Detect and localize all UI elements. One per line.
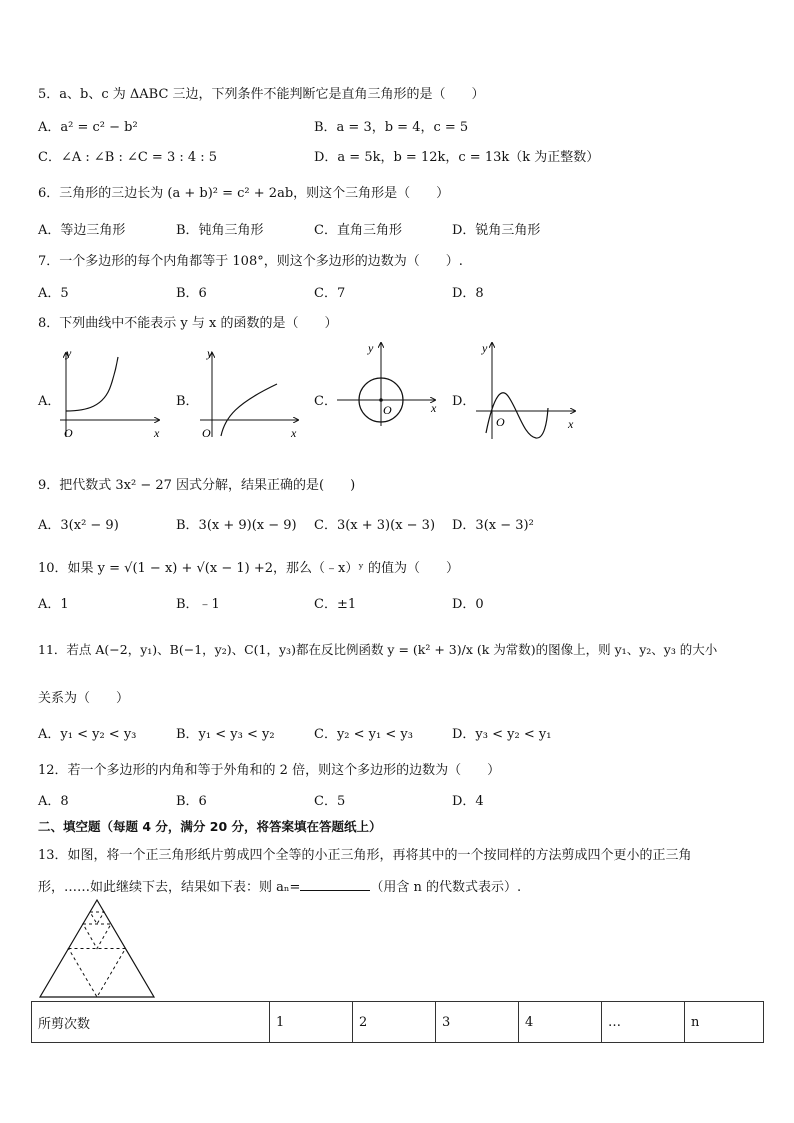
q5-option-b[interactable]: B．a = 3，b = 4，c = 5 (314, 120, 469, 135)
q9-option-d[interactable]: D．3(x − 3)² (452, 518, 534, 533)
center-dot (379, 398, 383, 402)
q7-option-b[interactable]: B．6 (176, 286, 207, 301)
q10-option-b[interactable]: B．﹣1 (176, 597, 220, 612)
table-cell: 4 (519, 1002, 602, 1043)
q12-option-b[interactable]: B．6 (176, 794, 207, 809)
question-7-options (38, 282, 768, 300)
curve (66, 357, 118, 411)
origin-label: O (496, 415, 505, 429)
x-label: x (154, 426, 160, 440)
y-label: y (482, 341, 488, 355)
question-10-stem: 10．如果 y = √(1 − x) + √(x − 1) +2，那么（﹣x）ʸ 的值为（ ） (38, 561, 459, 576)
graph-d (472, 338, 582, 443)
q6-option-d[interactable]: D．锐角三角形 (452, 223, 541, 238)
q9-option-b[interactable]: B．3(x + 9)(x − 9) (176, 518, 297, 533)
graph-c (333, 338, 448, 430)
q5-option-d[interactable]: D．a = 5k，b = 12k，c = 13k（k 为正整数） (314, 150, 600, 165)
question-8-stem: 8．下列曲线中不能表示 y 与 x 的函数的是（ ） (38, 316, 338, 331)
q8-option-c-label[interactable]: C． (314, 394, 337, 409)
origin-label: O (64, 426, 73, 440)
q7-option-c[interactable]: C．7 (314, 286, 346, 301)
table-header-cell: 所剪次数 (32, 1002, 270, 1043)
q5-option-a[interactable]: A．a² = c² − b² (38, 120, 138, 135)
answer-blank[interactable] (300, 878, 370, 891)
x-label: x (291, 426, 297, 440)
q11-option-c[interactable]: C．y₂ < y₁ < y₃ (314, 727, 413, 742)
x-label: x (431, 401, 437, 415)
question-5-stem: 5．a、b、c 为 ΔABC 三边，下列条件不能判断它是直角三角形的是（ ） (38, 87, 485, 102)
origin-label: O (383, 403, 392, 417)
q12-option-a[interactable]: A．8 (38, 794, 69, 809)
q12-option-c[interactable]: C．5 (314, 794, 346, 809)
q9-option-c[interactable]: C．3(x + 3)(x − 3) (314, 518, 436, 533)
curve (221, 384, 277, 436)
graph-b (195, 345, 310, 440)
q6-option-c[interactable]: C．直角三角形 (314, 223, 402, 238)
q11-option-d[interactable]: D．y₃ < y₂ < y₁ (452, 727, 552, 742)
cut-lines (69, 912, 126, 997)
question-7-stem: 7．一个多边形的每个内角都等于 108°，则这个多边形的边数为（ ）. (38, 254, 463, 269)
question-6-options (38, 219, 768, 237)
q10-option-c[interactable]: C．±1 (314, 597, 357, 612)
question-10-options (38, 593, 768, 611)
q7-option-a[interactable]: A．5 (38, 286, 69, 301)
question-12-options (38, 790, 768, 808)
question-11-stem: 11．若点 A(−2，y₁)、B(−1，y₂)、C(1，y₃)都在反比例函数 y = (k² + 3)/x (k 为常数)的图像上，则 y₁、y₂、y₃ 的大小 (38, 642, 718, 657)
table-cell: n (685, 1002, 764, 1043)
table-cell: 2 (353, 1002, 436, 1043)
section-heading-fill-in: 二、填空题（每题 4 分，满分 20 分，将答案填在答题纸上） (38, 819, 382, 834)
question-12-stem: 12．若一个多边形的内角和等于外角和的 2 倍，则这个多边形的边数为（ ） (38, 763, 501, 778)
question-11-options (38, 723, 768, 741)
q13-line-2-suffix: （用含 n 的代数式表示）. (370, 880, 522, 895)
question-9-stem: 9．把代数式 3x² − 27 因式分解，结果正确的是( ) (38, 478, 356, 493)
question-13-line-2 (38, 876, 521, 895)
q11-option-a[interactable]: A．y₁ < y₂ < y₃ (38, 727, 137, 742)
q6-option-a[interactable]: A．等边三角形 (38, 223, 126, 238)
q8-option-a-label[interactable]: A． (38, 394, 61, 409)
y-label: y (66, 346, 72, 360)
q13-line-2-prefix: 形，……如此继续下去，结果如下表：则 aₙ= (38, 880, 301, 895)
q12-option-d[interactable]: D．4 (452, 794, 484, 809)
table-cell: … (602, 1002, 685, 1043)
q8-option-b-label[interactable]: B． (176, 394, 199, 409)
question-5-options-2 (38, 146, 768, 164)
q5-option-c[interactable]: C．∠A : ∠B : ∠C = 3 : 4 : 5 (38, 150, 218, 165)
y-label: y (368, 341, 374, 355)
q9-option-a[interactable]: A．3(x² − 9) (38, 518, 119, 533)
q6-option-b[interactable]: B．钝角三角形 (176, 223, 264, 238)
graph-a (56, 345, 171, 440)
question-6-stem: 6．三角形的三边长为 (a + b)² = c² + 2ab，则这个三角形是（ ） (38, 186, 450, 201)
question-5-options (38, 116, 768, 134)
table-cell: 3 (436, 1002, 519, 1043)
origin-label: O (202, 426, 211, 440)
table-cell: 1 (270, 1002, 353, 1043)
q10-option-a[interactable]: A．1 (38, 597, 69, 612)
cuts-table (31, 1001, 764, 1043)
table-row (32, 1002, 764, 1043)
triangle-figure (38, 898, 156, 1000)
y-label: y (207, 346, 213, 360)
question-9-options (38, 514, 768, 532)
q7-option-d[interactable]: D．8 (452, 286, 484, 301)
q8-option-d-label[interactable]: D． (452, 394, 476, 409)
question-13-line-1: 13．如图，将一个正三角形纸片剪成四个全等的小正三角形，再将其中的一个按同样的方法剪成四个更小的正三角 (38, 848, 692, 863)
q10-option-d[interactable]: D．0 (452, 597, 484, 612)
x-label: x (568, 417, 574, 431)
q11-option-b[interactable]: B．y₁ < y₃ < y₂ (176, 727, 275, 742)
question-11-stem-cont: 关系为（ ） (38, 691, 130, 706)
